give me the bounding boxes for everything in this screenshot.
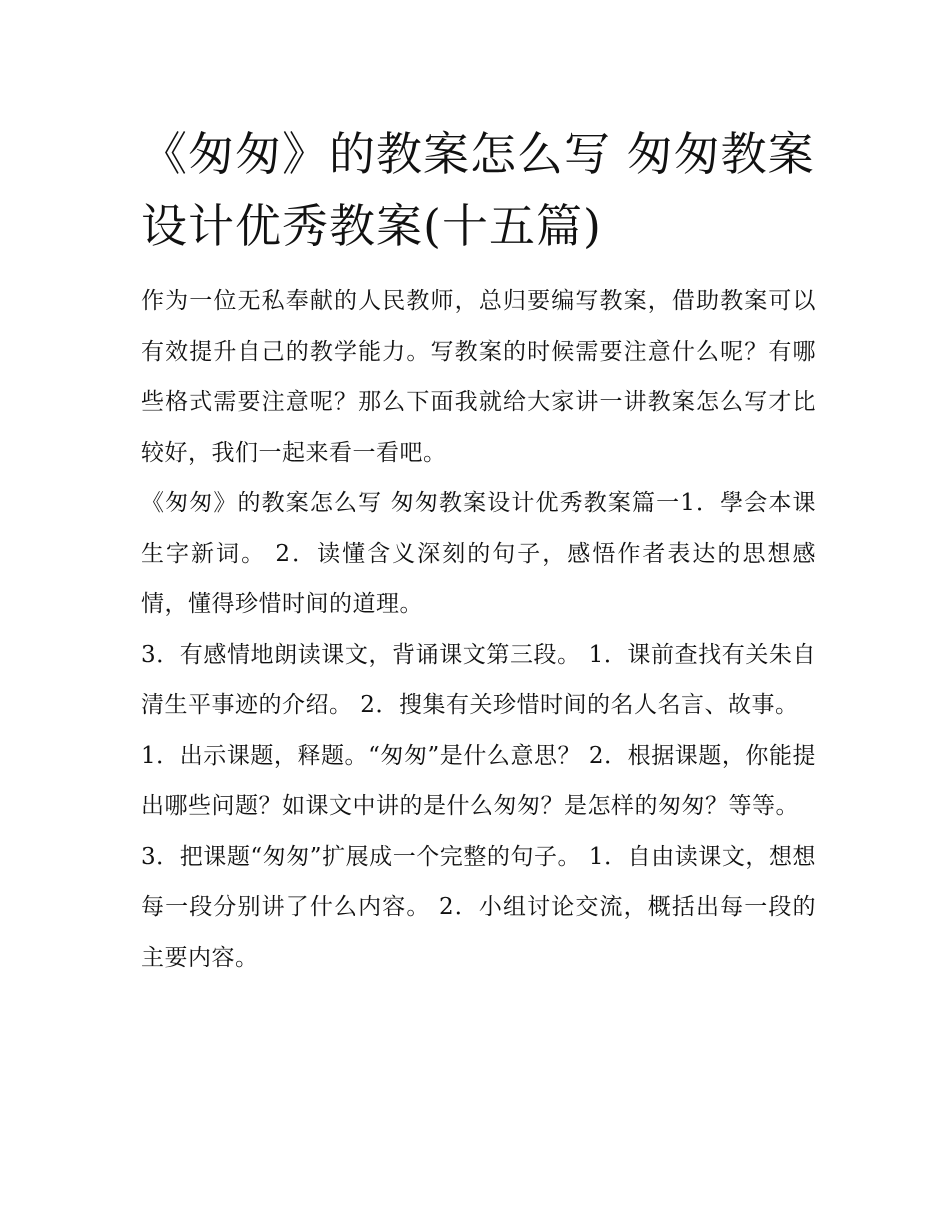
paragraph-intro: 作为一位无私奉献的人民教师，总归要编写教案，借助教案可以有效提升自己的教学能力。写教案的时候需要注意什么呢？有哪些格式需要注意呢？那么下面我就给大家讲一讲教案怎么写才比较好，我们一起来看一看吧。 xyxy=(141,288,816,466)
paragraph-preparation: 3．有感情地朗读课文，背诵课文第三段。 1．课前查找有关朱自清生平事迹的介绍。 2．搜集有关珍惜时间的名人名言、故事。 xyxy=(141,641,816,718)
paragraph-topic-intro: 1．出示课题，释题。“匆匆”是什么意思？ 2．根据课题，你能提出哪些问题？如课文中讲的是什么匆匆？是怎样的匆匆？等等。 xyxy=(141,742,816,819)
paragraph-reading: 3．把课题“匆匆”扩展成一个完整的句子。 1．自由读课文，想想每一段分别讲了什么内容。 2．小组讨论交流，概括出每一段的主要内容。 xyxy=(141,843,816,971)
paragraph-objectives: 《匆匆》的教案怎么写 匆匆教案设计优秀教案篇一1．學会本课生字新词。 2．读懂含义深刻的句子，感悟作者表达的思想感情，懂得珍惜时间的道理。 xyxy=(141,490,816,617)
document-page xyxy=(141,118,816,983)
document-title: 《匆匆》的教案怎么写 匆匆教案设计优秀教案(十五篇) xyxy=(141,127,815,253)
